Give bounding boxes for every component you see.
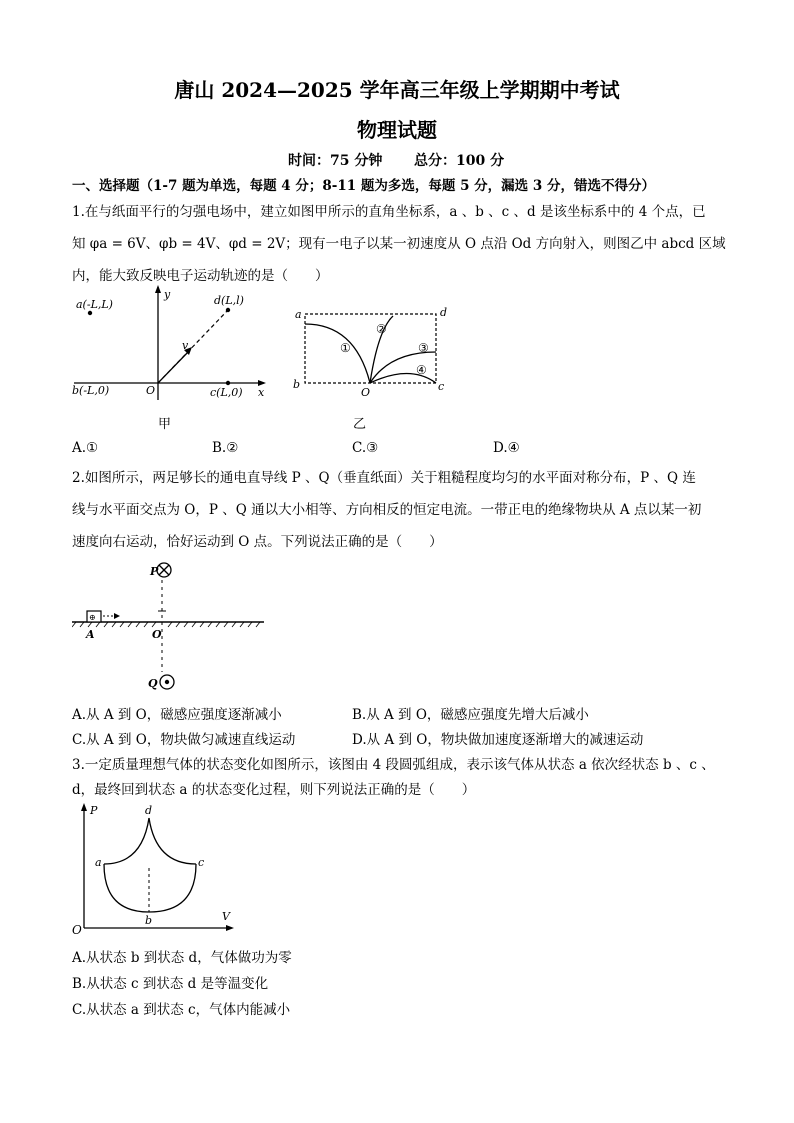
q2-line1: 2.如图所示，两足够长的通电直导线 P 、Q（垂直纸面）关于粗糙程度均匀的水平面对称分布，P 、Q 连 bbox=[72, 470, 696, 486]
label-d: d(L,l) bbox=[214, 294, 244, 307]
q1-line1: 1.在与纸面平行的匀强电场中，建立如图甲所示的直角坐标系，a 、b 、c 、d 是该坐标系中的 4 个点，已 bbox=[72, 204, 706, 220]
q3-line2: d，最终回到状态 a 的状态变化过程，则下列说法正确的是（ ） bbox=[72, 782, 476, 798]
q2-line3: 速度向右运动，恰好运动到 O 点。下列说法正确的是（ ） bbox=[72, 534, 443, 550]
q2-option-b: B.从 A 到 O，磁感应强度先增大后减小 bbox=[352, 707, 589, 723]
time-label: 时间：75 分钟 bbox=[288, 153, 383, 169]
q2-figure bbox=[72, 556, 272, 696]
yi-label-b: b bbox=[293, 378, 301, 391]
q1-option-a: A.① bbox=[72, 440, 99, 456]
caption-jia: 甲 bbox=[158, 417, 172, 432]
ground-hatching bbox=[72, 622, 260, 627]
velocity-vector bbox=[158, 350, 190, 383]
curve-label-1: ① bbox=[340, 341, 351, 355]
section-heading: 一、选择题（1-7 题为单选，每题 4 分；8-11 题为多选，每题 5 分，漏选 3 分，错选不得分） bbox=[72, 178, 655, 194]
trajectory-1 bbox=[305, 324, 370, 383]
curve-label-2: ② bbox=[376, 322, 387, 336]
label-y: y bbox=[164, 288, 171, 301]
label-a-point: A bbox=[86, 628, 95, 641]
arc-da bbox=[104, 818, 149, 864]
q1-figure-yi bbox=[290, 302, 460, 402]
label-o-point: O bbox=[152, 628, 162, 641]
v-arrow-icon bbox=[226, 925, 234, 931]
q1-figure-jia bbox=[72, 284, 272, 424]
label-v: v bbox=[182, 339, 189, 352]
q1-option-d: D.④ bbox=[493, 440, 520, 456]
label-state-a: a bbox=[95, 856, 102, 869]
subject-title: 物理试题 bbox=[357, 118, 437, 142]
label-o: O bbox=[146, 384, 156, 397]
label-state-b: b bbox=[145, 914, 153, 927]
label-q: Q bbox=[148, 677, 158, 690]
q3-option-a: A.从状态 b 到状态 d，气体做功为零 bbox=[72, 950, 292, 966]
q3-option-c: C.从状态 a 到状态 c，气体内能减小 bbox=[72, 1002, 291, 1018]
q3-line1: 3.一定质量理想气体的状态变化如图所示，该图由 4 段圆弧组成，表示该气体从状态 a 依次经状态 b 、c 、 bbox=[72, 757, 715, 773]
label-x: x bbox=[258, 386, 265, 399]
curve-label-4: ④ bbox=[416, 363, 427, 377]
label-c: c(L,0) bbox=[210, 386, 243, 399]
label-origin: O bbox=[72, 923, 82, 935]
label-state-d: d bbox=[145, 804, 153, 817]
point-c-dot bbox=[226, 381, 230, 385]
block-plus-icon: ⊕ bbox=[89, 613, 96, 622]
arc-cd bbox=[149, 818, 196, 864]
point-d-dot bbox=[226, 308, 230, 312]
block-velocity-arrow-icon bbox=[114, 613, 120, 619]
score-label: 总分：100 分 bbox=[414, 153, 505, 169]
yi-label-c: c bbox=[438, 380, 445, 393]
q3-figure bbox=[72, 800, 247, 935]
q1-line3: 内，能大致反映电子运动轨迹的是（ ） bbox=[72, 268, 329, 284]
q1-line2: 知 φa = 6V、φb = 4V、φd = 2V；现有一电子以某一初速度从 O 点沿 Od 方向射入，则图乙中 abcd 区域 bbox=[72, 236, 726, 252]
exam-title: 唐山 2024—2025 学年高三年级上学期期中考试 bbox=[174, 78, 620, 102]
label-p-axis: P bbox=[90, 804, 98, 817]
label-p: P bbox=[150, 565, 159, 578]
point-a-dot bbox=[88, 311, 92, 315]
label-state-c: c bbox=[198, 856, 205, 869]
label-b: b(-L,0) bbox=[72, 384, 110, 397]
yi-label-d: d bbox=[440, 306, 448, 319]
yi-label-a: a bbox=[295, 308, 302, 321]
caption-yi: 乙 bbox=[353, 417, 367, 432]
q2-option-d: D.从 A 到 O，物块做加速度逐渐增大的减速运动 bbox=[352, 732, 644, 748]
q2-line2: 线与水平面交点为 O，P 、Q 通以大小相等、方向相反的恒定电流。一带正电的绝缘物块从 A 点以某一初 bbox=[72, 502, 702, 518]
label-v-axis: V bbox=[222, 910, 230, 923]
q2-option-a: A.从 A 到 O，磁感应强度逐渐减小 bbox=[72, 707, 282, 723]
yi-label-o: O bbox=[361, 386, 371, 399]
arc-ab bbox=[104, 864, 149, 912]
arc-bc bbox=[149, 864, 196, 912]
q3-option-b: B.从状态 c 到状态 d 是等温变化 bbox=[72, 976, 269, 992]
q1-option-c: C.③ bbox=[352, 440, 379, 456]
label-a: a(-L,L) bbox=[76, 298, 113, 311]
curve-label-3: ③ bbox=[418, 341, 429, 355]
p-arrow-icon bbox=[81, 803, 87, 811]
q1-option-b: B.② bbox=[212, 440, 239, 456]
q2-option-c: C.从 A 到 O，物块做匀减速直线运动 bbox=[72, 732, 296, 748]
y-arrow-icon bbox=[155, 285, 161, 293]
